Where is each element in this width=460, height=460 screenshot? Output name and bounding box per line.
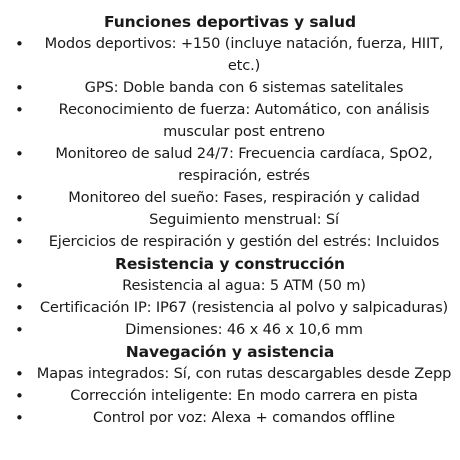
- list-item-text: Seguimiento menstrual: Sí: [149, 211, 339, 228]
- spec-list: [6, 33, 454, 253]
- list-item: [6, 363, 454, 385]
- bullet-icon: •: [15, 211, 24, 229]
- section-title: Navegación y asistencia: [125, 343, 335, 361]
- list-item-text: Monitoreo de salud 24/7: Frecuencia cardíaca, SpO2, respiración, estrés: [55, 145, 433, 184]
- list-item-text: Monitoreo del sueño: Fases, respiración y calidad: [68, 189, 420, 206]
- bullet-icon: •: [15, 233, 24, 251]
- spec-list: [6, 363, 454, 429]
- list-item-text: Ejercicios de respiración y gestión del estrés: Incluidos: [48, 233, 440, 250]
- list-item: [6, 77, 454, 99]
- bullet-icon: •: [15, 409, 24, 427]
- list-item: [6, 319, 454, 341]
- list-item: [6, 99, 454, 143]
- bullet-icon: •: [15, 387, 24, 405]
- list-item-text: Certificación IP: IP67 (resistencia al polvo y salpicaduras): [39, 299, 449, 316]
- spec-list: [6, 275, 454, 341]
- list-item-text: GPS: Doble banda con 6 sistemas satelitales: [84, 79, 404, 96]
- bullet-icon: •: [15, 299, 24, 317]
- list-item: [6, 33, 454, 77]
- section-navigation-assistance: [6, 341, 454, 429]
- list-item: [6, 231, 454, 253]
- list-item: [6, 143, 454, 187]
- section-sports-health: [6, 11, 454, 253]
- list-item: [6, 407, 454, 429]
- bullet-icon: •: [15, 145, 24, 163]
- list-item: [6, 187, 454, 209]
- list-item-text: Corrección inteligente: En modo carrera en pista: [70, 387, 418, 404]
- list-item: [6, 385, 454, 407]
- list-item-text: Resistencia al agua: 5 ATM (50 m): [122, 277, 366, 294]
- list-item-text: Dimensiones: 46 x 46 x 10,6 mm: [125, 321, 363, 338]
- bullet-icon: •: [15, 189, 24, 207]
- bullet-icon: •: [15, 79, 24, 97]
- section-title: Funciones deportivas y salud: [104, 13, 356, 31]
- list-item: [6, 297, 454, 319]
- section-resistance-build: [6, 253, 454, 341]
- list-item-text: Mapas integrados: Sí, con rutas descargables desde Zepp: [36, 365, 452, 382]
- list-item: [6, 275, 454, 297]
- bullet-icon: •: [15, 35, 24, 53]
- list-item-text: Modos deportivos: +150 (incluye natación, fuerza, HIIT, etc.): [44, 35, 444, 74]
- section-title: Resistencia y construcción: [115, 255, 345, 273]
- list-item: [6, 209, 454, 231]
- list-item-text: Reconocimiento de fuerza: Automático, con análisis muscular post entreno: [58, 101, 430, 140]
- list-item-text: Control por voz: Alexa + comandos offline: [92, 409, 396, 426]
- bullet-icon: •: [15, 277, 24, 295]
- bullet-icon: •: [15, 101, 24, 119]
- bullet-icon: •: [15, 365, 24, 383]
- bullet-icon: •: [15, 321, 24, 339]
